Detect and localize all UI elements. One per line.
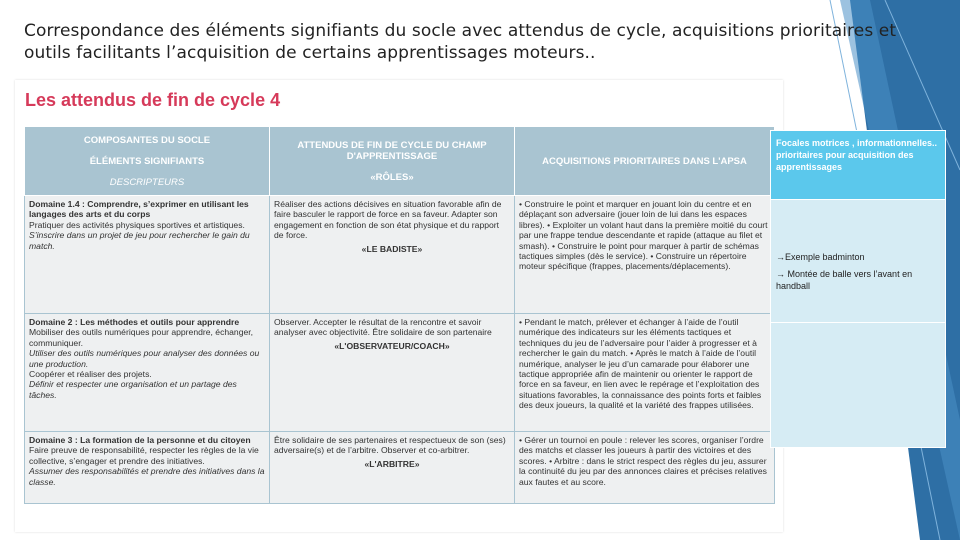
header-attendus — [270, 127, 515, 196]
table-row — [25, 314, 775, 432]
table-row — [25, 196, 775, 314]
domain-title: Domaine 1.4 : Comprendre, s’exprimer en utilisant les langages des arts et du corps — [29, 199, 249, 220]
cell-acquisitions: • Gérer un tournoi en poule : relever les scores, organiser l’ordre des matchs et classer les joueurs à partir des victoires et des scores. • Arbitre : dans le strict respect des règles du jeu, assurer la continuité du jeu par des annonces claires et précises relatives aux fautes et au score. — [515, 432, 775, 504]
domain-italic-2: Définir et respecter une organisation et un partage des tâches. — [29, 379, 237, 400]
header-col1-line1: COMPOSANTES DU SOCLE — [83, 134, 211, 146]
header-col2-line1: ATTENDUS DE FIN DE CYCLE DU CHAMP D'APPRENTISSAGE — [297, 139, 487, 162]
example-badminton-text: Exemple badminton — [785, 252, 865, 262]
cell-attendus — [270, 314, 515, 432]
arrow-right-icon: → — [776, 252, 785, 262]
attendus-text: Être solidaire de ses partenaires et respectueux de son (ses) adversaire(s) et de l’arbitre. Observer et co-arbitrer. — [274, 435, 506, 456]
role-label: «L'OBSERVATEUR/COACH» — [334, 340, 450, 351]
header-col2-line2: «RÔLES» — [370, 171, 414, 183]
table-row — [25, 432, 775, 504]
document-heading: Les attendus de fin de cycle 4 — [25, 90, 281, 110]
header-acquisitions: ACQUISITIONS PRIORITAIRES DANS L'APSA — [515, 127, 775, 196]
table-header-row — [25, 127, 775, 196]
cell-domain — [25, 196, 270, 314]
example-handball: → Montée de balle vers l’avant en handball — [776, 269, 913, 291]
header-col1-line2: ÉLÉMENTS SIGNIFIANTS — [89, 155, 205, 167]
header-composantes — [25, 127, 270, 196]
role-label: «L'ARBITRE» — [364, 458, 420, 469]
cell-domain — [25, 432, 270, 504]
slide-title: Correspondance des éléments signifiants du socle avec attendus de cycle, acquisitions prioritaires et outils facilitants l’acquisition de certains apprentissages moteurs.. — [24, 21, 897, 63]
domain-italic: Utiliser des outils numériques pour analyser des données ou une production. — [29, 348, 260, 369]
competences-table — [24, 126, 775, 504]
domain-italic: S’inscrire dans un projet de jeu pour rechercher le gain du match. — [29, 230, 250, 251]
cell-acquisitions: • Pendant le match, prélever et échanger à l’aide de l’outil numérique des indicateurs sur les éléments tactiques et techniques du jeu de l’adversaire pour l’aider à progresser et à rechercher le gain du match. • Après le match à l’aide de l’outil numérique, analyser le jeu d’un camarade pour élaborer une tactique appropriée afin de maintenir ou orienter le rapport de force en sa faveur, en lien avec le repérage et l’exploitation des situations favorables, la connaissance des points forts et faibles des deux joueurs, la qualité et la variété des frappes utilisées. — [515, 314, 775, 432]
document-image — [15, 80, 783, 532]
focales-empty-cell — [771, 323, 946, 448]
domain-title: Domaine 2 : Les méthodes et outils pour apprendre — [29, 317, 240, 327]
example-badminton — [776, 252, 940, 262]
attendus-text: Observer. Accepter le résultat de la rencontre et savoir analyser avec objectivité. Être solidaire de son partenaire — [274, 317, 492, 338]
attendus-text: Réaliser des actions décisives en situation favorable afin de faire basculer le rapport de force en sa faveur. Adapter son engagement en fonction de son état physique et du rapport de force. — [274, 199, 502, 241]
cell-attendus — [270, 432, 515, 504]
domain-text: Faire preuve de responsabilité, respecter les règles de la vie collective, s’engager et prendre des initiatives. — [29, 445, 259, 466]
domain-text: Pratiquer des activités physiques sportives et artistiques. — [29, 219, 245, 230]
role-label: «LE BADISTE» — [361, 243, 423, 254]
cell-domain — [25, 314, 270, 432]
cell-attendus — [270, 196, 515, 314]
domain-text: Mobiliser des outils numériques pour apprendre, échanger, communiquer. — [29, 327, 254, 348]
focales-header: Focales motrices , informationnelles.. prioritaires pour acquisition des apprentissages — [771, 131, 946, 200]
domain-italic: Assumer des responsabilités et prendre des initiatives dans la classe. — [29, 466, 265, 487]
cell-acquisitions: • Construire le point et marquer en jouant loin du centre et en déplaçant son adversaire (jouer loin de lui dans les espaces libres). • Exploiter un volant haut dans la première moitié du court par une frappe tendue descendante et rapide (attaque au filet et smash). • Construire le point pour marquer à partir de schémas tactiques simples (dès le service). • Construire un répertoire moteur spécifique (frappes, placements/déplacements). — [515, 196, 775, 314]
focales-panel — [770, 130, 946, 448]
header-col1-line3: DESCRIPTEURS — [109, 176, 185, 188]
domain-text-2: Coopérer et réaliser des projets. — [29, 369, 152, 380]
focales-examples — [771, 200, 946, 323]
domain-title: Domaine 3 : La formation de la personne et du citoyen — [29, 435, 251, 445]
